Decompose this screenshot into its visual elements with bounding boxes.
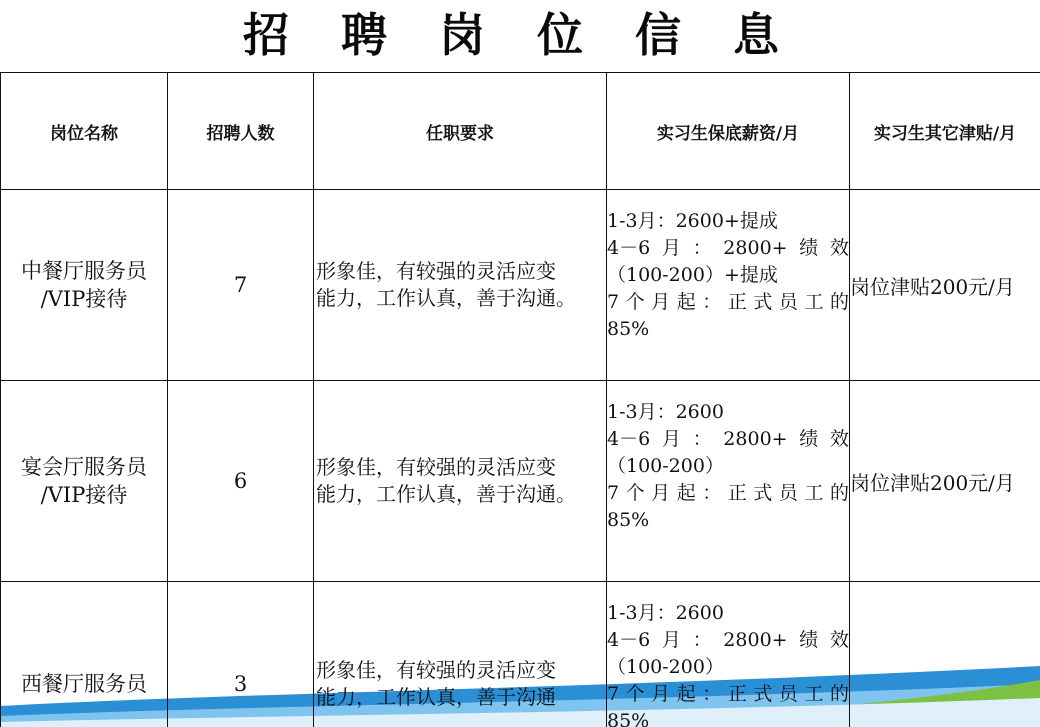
salary-line: 1-3月：2600: [607, 401, 724, 423]
position-name-line: 西餐厅服务员: [21, 671, 147, 696]
salary-line: 85%: [607, 710, 650, 727]
position-name-cell: [1, 582, 168, 727]
salary-line: 85%: [607, 509, 650, 531]
salary-cell: [607, 190, 850, 381]
salary-cell: [607, 582, 850, 727]
salary-line: （100-200）: [607, 656, 724, 678]
requirements-cell: [314, 190, 607, 381]
salary-line: 4－6月：2800+绩效: [607, 629, 849, 651]
position-name-line: /VIP接待: [40, 287, 128, 311]
position-name-line: 宴会厅服务员: [21, 455, 147, 479]
page-title: 招 聘 岗 位 信 息: [242, 8, 798, 62]
header-base-salary: 实习生保底薪资/月: [607, 73, 850, 190]
salary-line: （100-200）: [607, 455, 724, 477]
requirement-line: 能力，工作认真，善于沟通。: [316, 286, 576, 310]
position-name-line: /VIP接待: [40, 483, 128, 507]
position-name-cell: [1, 381, 168, 582]
headcount-cell: 7: [168, 190, 314, 381]
salary-line: 4－6月：2800+绩效: [607, 237, 849, 259]
requirement-line: 形象佳，有较强的灵活应变: [316, 455, 556, 479]
salary-line: 85%: [607, 318, 650, 340]
requirements-cell: [314, 381, 607, 582]
salary-line: 7个月起：正式员工的: [607, 683, 849, 705]
table-row: [1, 190, 1040, 381]
header-position-name: 岗位名称: [1, 73, 168, 190]
table-header-row: [1, 73, 1040, 190]
requirements-cell: [314, 582, 607, 727]
allowance-cell: 岗位津贴200元/月: [850, 381, 1040, 582]
table-row: [1, 381, 1040, 582]
salary-line: （100-200）+提成: [607, 264, 778, 286]
position-name-cell: [1, 190, 168, 381]
header-requirements: 任职要求: [314, 73, 607, 190]
requirement-line: 能力，工作认真，善于沟通。: [316, 482, 576, 506]
salary-line: 7个月起：正式员工的: [607, 291, 849, 313]
allowance-cell: [850, 582, 1040, 727]
headcount-cell: 3: [168, 582, 314, 727]
salary-cell: [607, 381, 850, 582]
allowance-cell: 岗位津贴200元/月: [850, 190, 1040, 381]
salary-line: 1-3月：2600: [607, 602, 724, 624]
header-headcount: 招聘人数: [168, 73, 314, 190]
header-other-allowance: 实习生其它津贴/月: [850, 73, 1040, 190]
recruitment-table: [0, 72, 1040, 727]
table-row: [1, 582, 1040, 727]
requirement-line: 形象佳，有较强的灵活应变: [316, 657, 556, 682]
salary-line: 7个月起：正式员工的: [607, 482, 849, 504]
salary-line: 1-3月：2600+提成: [607, 210, 778, 232]
position-name-line: 中餐厅服务员: [21, 259, 147, 283]
requirement-line: 能力，工作认真，善于沟通: [316, 684, 556, 709]
headcount-cell: 6: [168, 381, 314, 582]
salary-line: 4－6月：2800+绩效: [607, 428, 849, 450]
requirement-line: 形象佳，有较强的灵活应变: [316, 259, 556, 283]
